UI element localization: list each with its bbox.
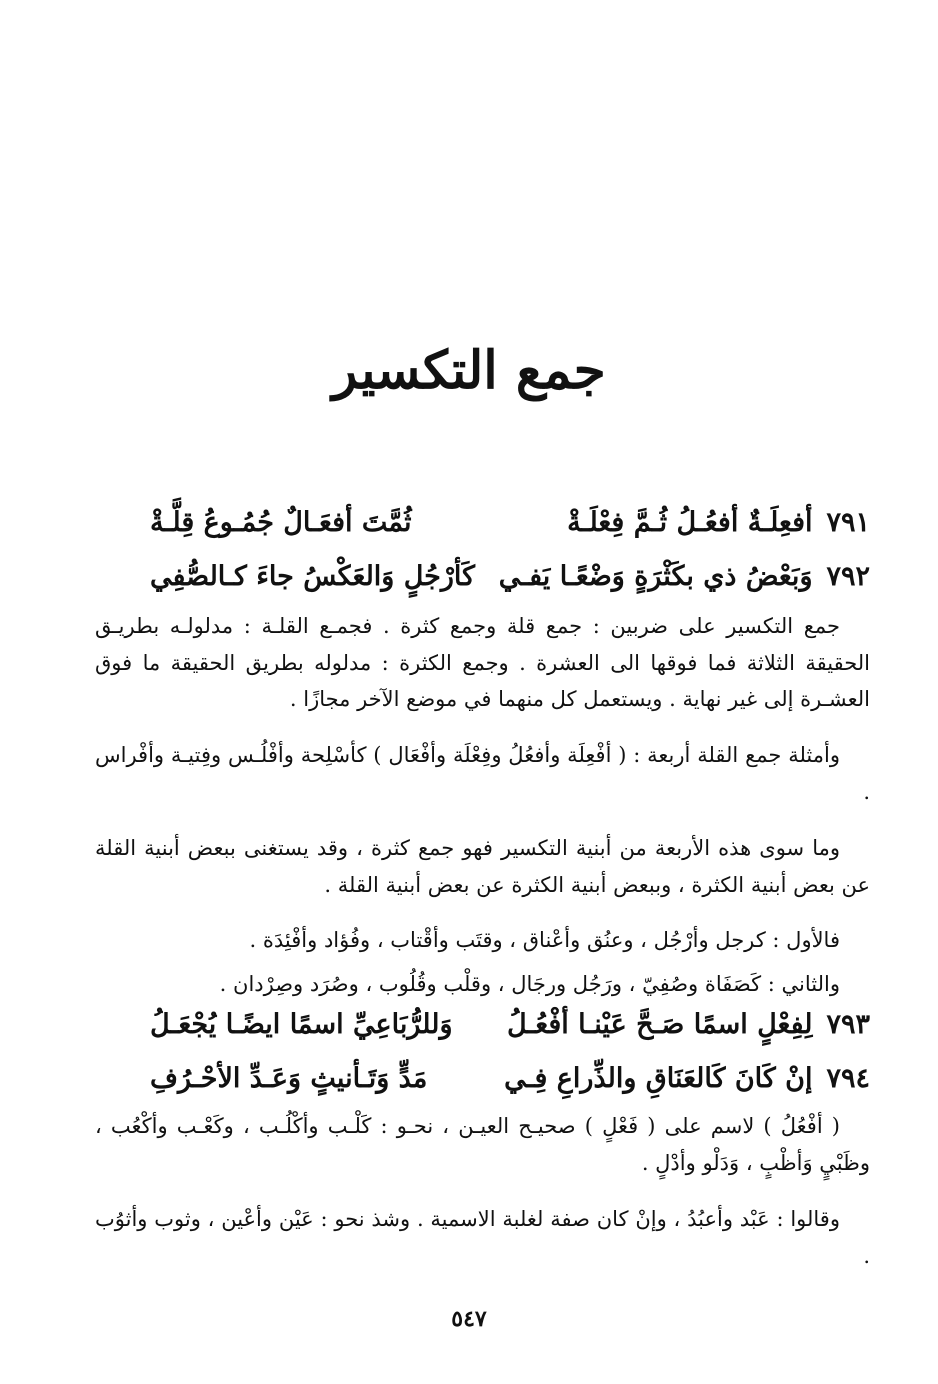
verse-line (150, 500, 870, 544)
verse-number: ٧٩٢ (826, 560, 870, 592)
paragraph-examples: وأمثلة جمع القلة أربعة : ( أفْعِلَة وأفعُلُ وفِعْلَة وأفْعَال ) كأسْلِحة وأفْلُـس وفِتيـة وأفْراس . (95, 743, 870, 804)
verse-second-hemistich: ثُمَّتَ أفعَـالٌ جُمُـوعُ قِلَّـةْ (150, 506, 412, 538)
verse-number: ٧٩٤ (826, 1062, 870, 1094)
paragraph-second-case: والثاني : كَصَفَاة وصُفِيّ ، ورَجُل ورجَال ، وقلْب وقُلُوب ، وصُرَد وصِرْدان . (219, 972, 840, 996)
verse-number: ٧٩٣ (826, 1008, 870, 1040)
verse-first-hemistich: إنْ كَانَ كَالعَنَاقِ والذِّراعِ فِـي (504, 1062, 813, 1094)
paragraph-other-forms: وما سوى هذه الأربعة من أبنية التكسير فهو جمع كثرة ، وقد يستغنى ببعض أبنية القلة عن بعض أبنية الكثرة ، وببعض أبنية الكثرة عن بعض أبنية القلة . (95, 836, 870, 897)
verse-first-hemistich: وَبَعْضُ ذي بكَثْرَةٍ وَضْعًـا يَفـي (498, 560, 813, 592)
verse-line (150, 554, 870, 598)
verse-first-hemistich: لِفِعْلٍ اسمًا صَـحَّ عَيْنـا أفْعُـلُ (506, 1008, 813, 1040)
verse-line (150, 1056, 870, 1100)
paragraph-first-case: فالأول : كرجل وأرْجُل ، وعنُق وأعْناق ، وقتَب وأقْتاب ، وفُؤاد وأفْئِدَة . (249, 928, 840, 952)
verse-second-hemistich: مَدٍّ وَتَـأنيثٍ وَعَـدِّ الأحْـرُفِ (150, 1062, 428, 1094)
chapter-title: جمع التكسير (332, 340, 606, 401)
verse-line (150, 1002, 870, 1046)
page-number: ٥٤٧ (451, 1306, 487, 1332)
paragraph-afulu: ( أفْعُلُ ) لاسم على ( فَعْلٍ ) صحيـح العيـن ، نحـو : كَلْـب وأكْلُـب ، وكَعْـب وأكْعُب ، وظَبْيٍ وَأظْبٍ ، وَدَلْو وأدْلٍ . (95, 1114, 870, 1175)
paragraph-qalu: وقالوا : عَبْد وأعبُدُ ، وإنْ كان صفة لغلبة الاسمية . وشذ نحو : عَيْن وأعْين ، وثوب وأثوُب . (95, 1207, 870, 1268)
verse-number: ٧٩١ (826, 506, 870, 538)
verse-second-hemistich: كَأرْجُلٍ وَالعَكْسُ جاءَ كـالصُّفِي (150, 560, 475, 592)
verse-second-hemistich: وَللرُّبَاعِيِّ اسمًا ايضًـا يُجْعَـلُ (150, 1008, 453, 1040)
paragraph-definition: جمع التكسير على ضربين : جمع قلة وجمع كثرة . فجمـع القلـة : مدلولـه بطريـق الحقيقة الثلاثة فما فوقها الى العشرة . وجمع الكثرة : مدلوله بطريق الحقيقة ما فوق العشـرة إلى غير نهاية . ويستعمل كل منهما في موضع الآخر مجازًا . (95, 614, 870, 711)
verse-first-hemistich: أفعِلَـةٌ أفعُـلُ ثُـمَّ فِعْلَـةْ (567, 506, 813, 538)
